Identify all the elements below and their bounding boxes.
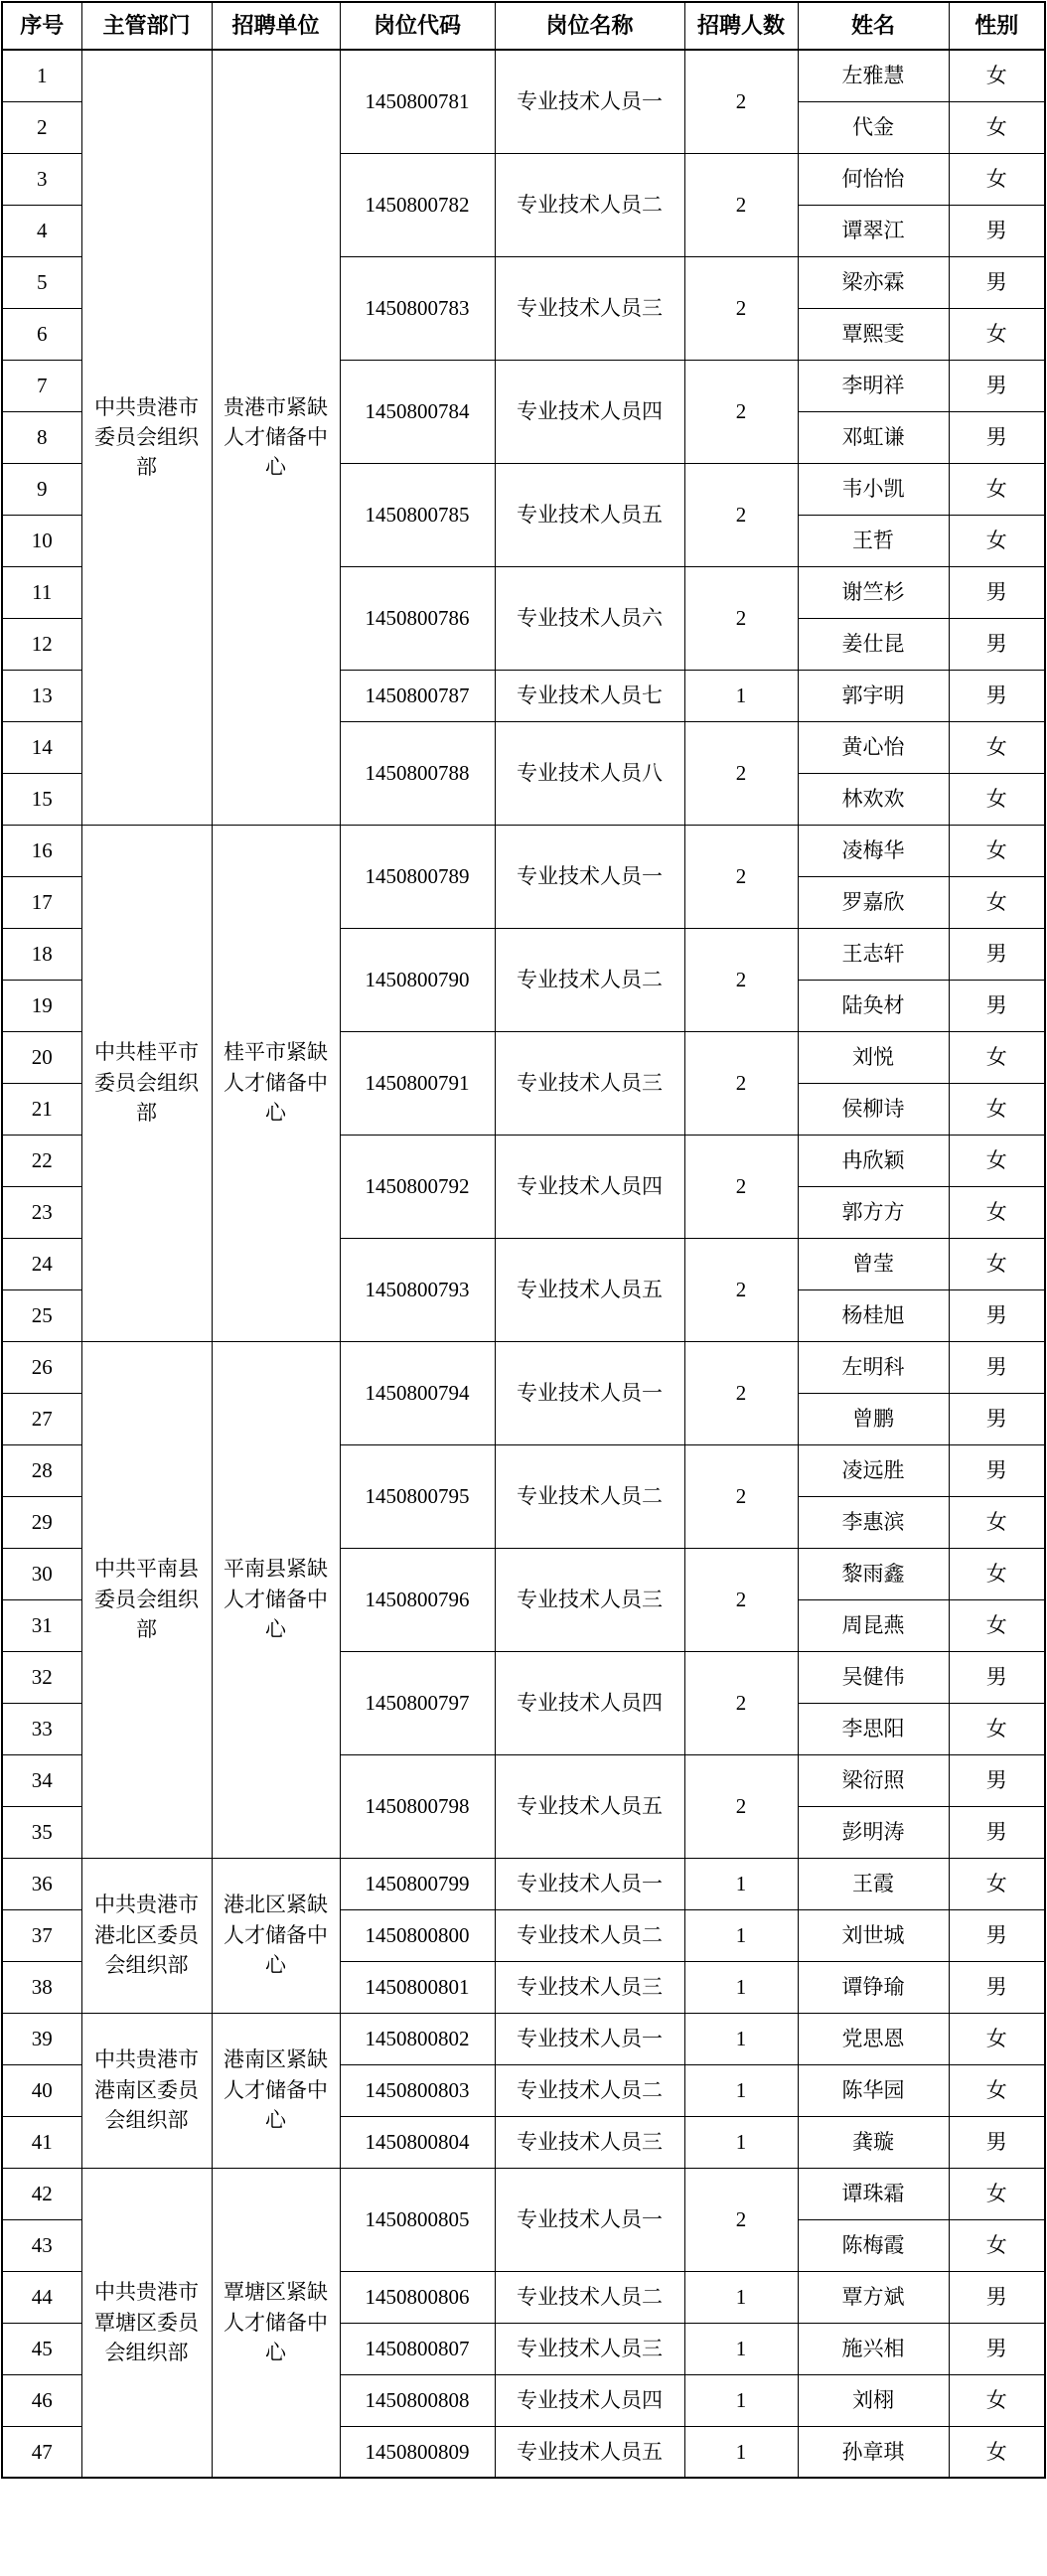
row-number-cell: 10 [2, 515, 81, 566]
row-number-cell: 17 [2, 876, 81, 928]
gender-cell: 男 [949, 1393, 1045, 1444]
recruit-count-cell: 2 [684, 1341, 798, 1444]
name-cell: 覃方斌 [798, 2271, 949, 2323]
name-cell: 代金 [798, 101, 949, 153]
gender-cell: 女 [949, 308, 1045, 360]
name-cell: 郭宇明 [798, 670, 949, 721]
name-cell: 韦小凯 [798, 463, 949, 515]
gender-cell: 女 [949, 463, 1045, 515]
name-cell: 罗嘉欣 [798, 876, 949, 928]
gender-cell: 男 [949, 1754, 1045, 1806]
gender-cell: 女 [949, 773, 1045, 825]
name-cell: 党思恩 [798, 2013, 949, 2064]
position-code-cell: 1450800788 [340, 721, 495, 825]
name-cell: 谭珠霜 [798, 2168, 949, 2219]
position-title-cell: 专业技术人员八 [495, 721, 684, 825]
position-code-cell: 1450800793 [340, 1238, 495, 1341]
department-cell: 中共贵港市港南区委员会组织部 [81, 2013, 212, 2168]
name-cell: 龚璇 [798, 2116, 949, 2168]
row-number-cell: 18 [2, 928, 81, 980]
name-cell: 王志轩 [798, 928, 949, 980]
name-cell: 曾莹 [798, 1238, 949, 1289]
recruit-count-cell: 2 [684, 1754, 798, 1858]
gender-cell: 男 [949, 2116, 1045, 2168]
row-number-cell: 4 [2, 205, 81, 256]
name-cell: 杨桂旭 [798, 1289, 949, 1341]
name-cell: 侯柳诗 [798, 1083, 949, 1135]
row-number-cell: 44 [2, 2271, 81, 2323]
position-code-cell: 1450800804 [340, 2116, 495, 2168]
position-code-cell: 1450800791 [340, 1031, 495, 1135]
gender-cell: 男 [949, 1444, 1045, 1496]
gender-cell: 男 [949, 205, 1045, 256]
header-serial: 序号 [2, 2, 81, 50]
position-code-cell: 1450800808 [340, 2374, 495, 2426]
name-cell: 李思阳 [798, 1703, 949, 1754]
position-title-cell: 专业技术人员一 [495, 1858, 684, 1909]
unit-cell: 港南区紧缺人才储备中心 [212, 2013, 340, 2168]
name-cell: 邓虹谦 [798, 411, 949, 463]
table-row [2, 2013, 1045, 2064]
row-number-cell: 24 [2, 1238, 81, 1289]
position-title-cell: 专业技术人员一 [495, 825, 684, 928]
position-title-cell: 专业技术人员五 [495, 1754, 684, 1858]
position-title-cell: 专业技术人员三 [495, 2116, 684, 2168]
gender-cell: 女 [949, 1548, 1045, 1599]
gender-cell: 男 [949, 566, 1045, 618]
position-code-cell: 1450800805 [340, 2168, 495, 2271]
header-gender: 性别 [949, 2, 1045, 50]
position-code-cell: 1450800784 [340, 360, 495, 463]
recruitment-table [1, 1, 1046, 2479]
position-code-cell: 1450800809 [340, 2426, 495, 2478]
row-number-cell: 38 [2, 1961, 81, 2013]
name-cell: 王哲 [798, 515, 949, 566]
name-cell: 陈梅霞 [798, 2219, 949, 2271]
recruit-count-cell: 2 [684, 153, 798, 256]
position-code-cell: 1450800783 [340, 256, 495, 360]
name-cell: 周昆燕 [798, 1599, 949, 1651]
gender-cell: 男 [949, 2323, 1045, 2374]
row-number-cell: 42 [2, 2168, 81, 2219]
row-number-cell: 2 [2, 101, 81, 153]
row-number-cell: 7 [2, 360, 81, 411]
gender-cell: 女 [949, 1083, 1045, 1135]
name-cell: 谭铮瑜 [798, 1961, 949, 2013]
position-title-cell: 专业技术人员一 [495, 2168, 684, 2271]
position-code-cell: 1450800803 [340, 2064, 495, 2116]
recruit-count-cell: 2 [684, 721, 798, 825]
recruit-count-cell: 2 [684, 1548, 798, 1651]
row-number-cell: 21 [2, 1083, 81, 1135]
row-number-cell: 20 [2, 1031, 81, 1083]
recruit-count-cell: 1 [684, 1961, 798, 2013]
row-number-cell: 37 [2, 1909, 81, 1961]
position-code-cell: 1450800781 [340, 50, 495, 153]
name-cell: 左雅慧 [798, 50, 949, 101]
table-row [2, 1341, 1045, 1393]
name-cell: 梁亦霖 [798, 256, 949, 308]
row-number-cell: 46 [2, 2374, 81, 2426]
position-title-cell: 专业技术人员四 [495, 360, 684, 463]
gender-cell: 男 [949, 411, 1045, 463]
recruit-count-cell: 2 [684, 2168, 798, 2271]
name-cell: 谭翠江 [798, 205, 949, 256]
gender-cell: 男 [949, 1961, 1045, 2013]
position-code-cell: 1450800807 [340, 2323, 495, 2374]
recruit-count-cell: 1 [684, 2271, 798, 2323]
recruit-count-cell: 1 [684, 2013, 798, 2064]
position-title-cell: 专业技术人员六 [495, 566, 684, 670]
position-code-cell: 1450800806 [340, 2271, 495, 2323]
row-number-cell: 26 [2, 1341, 81, 1393]
position-title-cell: 专业技术人员四 [495, 2374, 684, 2426]
table-row [2, 825, 1045, 876]
name-cell: 何怡怡 [798, 153, 949, 205]
position-title-cell: 专业技术人员二 [495, 2064, 684, 2116]
name-cell: 陈华园 [798, 2064, 949, 2116]
name-cell: 刘悦 [798, 1031, 949, 1083]
row-number-cell: 9 [2, 463, 81, 515]
recruit-count-cell: 1 [684, 1909, 798, 1961]
position-code-cell: 1450800785 [340, 463, 495, 566]
position-code-cell: 1450800797 [340, 1651, 495, 1754]
gender-cell: 女 [949, 825, 1045, 876]
position-title-cell: 专业技术人员四 [495, 1651, 684, 1754]
gender-cell: 男 [949, 1341, 1045, 1393]
row-number-cell: 8 [2, 411, 81, 463]
row-number-cell: 33 [2, 1703, 81, 1754]
document-page [0, 1, 1047, 2479]
row-number-cell: 35 [2, 1806, 81, 1858]
name-cell: 彭明涛 [798, 1806, 949, 1858]
position-title-cell: 专业技术人员三 [495, 256, 684, 360]
gender-cell: 男 [949, 1909, 1045, 1961]
position-code-cell: 1450800794 [340, 1341, 495, 1444]
position-title-cell: 专业技术人员二 [495, 153, 684, 256]
position-code-cell: 1450800792 [340, 1135, 495, 1238]
position-title-cell: 专业技术人员一 [495, 2013, 684, 2064]
recruit-count-cell: 2 [684, 360, 798, 463]
position-code-cell: 1450800789 [340, 825, 495, 928]
recruit-count-cell: 2 [684, 825, 798, 928]
gender-cell: 女 [949, 101, 1045, 153]
name-cell: 王霞 [798, 1858, 949, 1909]
row-number-cell: 14 [2, 721, 81, 773]
gender-cell: 男 [949, 980, 1045, 1031]
position-title-cell: 专业技术人员三 [495, 1031, 684, 1135]
row-number-cell: 12 [2, 618, 81, 670]
recruit-count-cell: 2 [684, 566, 798, 670]
department-cell: 中共贵港市委员会组织部 [81, 50, 212, 825]
gender-cell: 女 [949, 515, 1045, 566]
name-cell: 吴健伟 [798, 1651, 949, 1703]
name-cell: 陆奂材 [798, 980, 949, 1031]
gender-cell: 女 [949, 1858, 1045, 1909]
row-number-cell: 34 [2, 1754, 81, 1806]
gender-cell: 男 [949, 1806, 1045, 1858]
position-code-cell: 1450800802 [340, 2013, 495, 2064]
recruit-count-cell: 2 [684, 1238, 798, 1341]
position-title-cell: 专业技术人员七 [495, 670, 684, 721]
row-number-cell: 27 [2, 1393, 81, 1444]
name-cell: 李明祥 [798, 360, 949, 411]
unit-cell: 桂平市紧缺人才储备中心 [212, 825, 340, 1341]
gender-cell: 女 [949, 1703, 1045, 1754]
recruit-count-cell: 1 [684, 670, 798, 721]
header-unit: 招聘单位 [212, 2, 340, 50]
recruit-count-cell: 2 [684, 1031, 798, 1135]
position-title-cell: 专业技术人员四 [495, 1135, 684, 1238]
unit-cell: 港北区紧缺人才储备中心 [212, 1858, 340, 2013]
row-number-cell: 31 [2, 1599, 81, 1651]
row-number-cell: 3 [2, 153, 81, 205]
position-code-cell: 1450800786 [340, 566, 495, 670]
table-row [2, 50, 1045, 101]
gender-cell: 男 [949, 618, 1045, 670]
gender-cell: 女 [949, 50, 1045, 101]
name-cell: 谢竺杉 [798, 566, 949, 618]
row-number-cell: 11 [2, 566, 81, 618]
gender-cell: 女 [949, 876, 1045, 928]
department-cell: 中共贵港市覃塘区委员会组织部 [81, 2168, 212, 2478]
position-title-cell: 专业技术人员二 [495, 1909, 684, 1961]
row-number-cell: 19 [2, 980, 81, 1031]
position-title-cell: 专业技术人员三 [495, 2323, 684, 2374]
unit-cell: 覃塘区紧缺人才储备中心 [212, 2168, 340, 2478]
name-cell: 梁衍照 [798, 1754, 949, 1806]
position-title-cell: 专业技术人员三 [495, 1961, 684, 2013]
row-number-cell: 22 [2, 1135, 81, 1186]
name-cell: 姜仕昆 [798, 618, 949, 670]
recruit-count-cell: 2 [684, 1135, 798, 1238]
gender-cell: 女 [949, 2219, 1045, 2271]
gender-cell: 男 [949, 2271, 1045, 2323]
position-code-cell: 1450800800 [340, 1909, 495, 1961]
department-cell: 中共平南县委员会组织部 [81, 1341, 212, 1858]
name-cell: 刘世城 [798, 1909, 949, 1961]
gender-cell: 女 [949, 1496, 1045, 1548]
position-code-cell: 1450800795 [340, 1444, 495, 1548]
position-title-cell: 专业技术人员一 [495, 1341, 684, 1444]
unit-cell: 平南县紧缺人才储备中心 [212, 1341, 340, 1858]
name-cell: 刘栩 [798, 2374, 949, 2426]
name-cell: 曾鹏 [798, 1393, 949, 1444]
gender-cell: 女 [949, 2374, 1045, 2426]
row-number-cell: 15 [2, 773, 81, 825]
gender-cell: 女 [949, 2064, 1045, 2116]
row-number-cell: 30 [2, 1548, 81, 1599]
row-number-cell: 1 [2, 50, 81, 101]
gender-cell: 女 [949, 153, 1045, 205]
name-cell: 左明科 [798, 1341, 949, 1393]
row-number-cell: 16 [2, 825, 81, 876]
header-department: 主管部门 [81, 2, 212, 50]
header-name: 姓名 [798, 2, 949, 50]
row-number-cell: 36 [2, 1858, 81, 1909]
gender-cell: 男 [949, 1289, 1045, 1341]
row-number-cell: 47 [2, 2426, 81, 2478]
row-number-cell: 25 [2, 1289, 81, 1341]
position-code-cell: 1450800782 [340, 153, 495, 256]
recruit-count-cell: 1 [684, 1858, 798, 1909]
table-row [2, 1858, 1045, 1909]
row-number-cell: 41 [2, 2116, 81, 2168]
table-header-row [2, 2, 1045, 50]
row-number-cell: 5 [2, 256, 81, 308]
department-cell: 中共桂平市委员会组织部 [81, 825, 212, 1341]
recruit-count-cell: 1 [684, 2323, 798, 2374]
header-position-name: 岗位名称 [495, 2, 684, 50]
table-row [2, 2168, 1045, 2219]
position-code-cell: 1450800796 [340, 1548, 495, 1651]
position-title-cell: 专业技术人员五 [495, 2426, 684, 2478]
row-number-cell: 40 [2, 2064, 81, 2116]
recruit-count-cell: 2 [684, 1444, 798, 1548]
position-code-cell: 1450800787 [340, 670, 495, 721]
recruit-count-cell: 1 [684, 2064, 798, 2116]
row-number-cell: 32 [2, 1651, 81, 1703]
department-cell: 中共贵港市港北区委员会组织部 [81, 1858, 212, 2013]
header-position-code: 岗位代码 [340, 2, 495, 50]
row-number-cell: 6 [2, 308, 81, 360]
position-title-cell: 专业技术人员二 [495, 2271, 684, 2323]
gender-cell: 男 [949, 1651, 1045, 1703]
recruit-count-cell: 2 [684, 50, 798, 153]
row-number-cell: 39 [2, 2013, 81, 2064]
recruit-count-cell: 1 [684, 2426, 798, 2478]
recruit-count-cell: 2 [684, 1651, 798, 1754]
position-code-cell: 1450800790 [340, 928, 495, 1031]
row-number-cell: 23 [2, 1186, 81, 1238]
name-cell: 林欢欢 [798, 773, 949, 825]
gender-cell: 女 [949, 1186, 1045, 1238]
recruit-count-cell: 2 [684, 463, 798, 566]
gender-cell: 男 [949, 256, 1045, 308]
name-cell: 凌梅华 [798, 825, 949, 876]
name-cell: 孙章琪 [798, 2426, 949, 2478]
header-recruit-count: 招聘人数 [684, 2, 798, 50]
position-title-cell: 专业技术人员二 [495, 928, 684, 1031]
row-number-cell: 29 [2, 1496, 81, 1548]
position-code-cell: 1450800799 [340, 1858, 495, 1909]
position-code-cell: 1450800798 [340, 1754, 495, 1858]
position-title-cell: 专业技术人员三 [495, 1548, 684, 1651]
position-title-cell: 专业技术人员一 [495, 50, 684, 153]
gender-cell: 男 [949, 670, 1045, 721]
position-title-cell: 专业技术人员五 [495, 463, 684, 566]
gender-cell: 男 [949, 928, 1045, 980]
recruit-count-cell: 1 [684, 2116, 798, 2168]
gender-cell: 女 [949, 1238, 1045, 1289]
name-cell: 黎雨鑫 [798, 1548, 949, 1599]
row-number-cell: 13 [2, 670, 81, 721]
position-title-cell: 专业技术人员五 [495, 1238, 684, 1341]
position-code-cell: 1450800801 [340, 1961, 495, 2013]
name-cell: 郭方方 [798, 1186, 949, 1238]
gender-cell: 女 [949, 2168, 1045, 2219]
gender-cell: 男 [949, 360, 1045, 411]
recruit-count-cell: 2 [684, 256, 798, 360]
gender-cell: 女 [949, 1031, 1045, 1083]
name-cell: 黄心怡 [798, 721, 949, 773]
row-number-cell: 45 [2, 2323, 81, 2374]
gender-cell: 女 [949, 2013, 1045, 2064]
name-cell: 凌远胜 [798, 1444, 949, 1496]
gender-cell: 女 [949, 1599, 1045, 1651]
position-title-cell: 专业技术人员二 [495, 1444, 684, 1548]
name-cell: 李惠滨 [798, 1496, 949, 1548]
name-cell: 覃熙雯 [798, 308, 949, 360]
gender-cell: 女 [949, 2426, 1045, 2478]
gender-cell: 女 [949, 1135, 1045, 1186]
name-cell: 施兴相 [798, 2323, 949, 2374]
row-number-cell: 28 [2, 1444, 81, 1496]
table-body [2, 50, 1045, 2478]
row-number-cell: 43 [2, 2219, 81, 2271]
gender-cell: 女 [949, 721, 1045, 773]
recruit-count-cell: 2 [684, 928, 798, 1031]
unit-cell: 贵港市紧缺人才储备中心 [212, 50, 340, 825]
recruit-count-cell: 1 [684, 2374, 798, 2426]
name-cell: 冉欣颖 [798, 1135, 949, 1186]
